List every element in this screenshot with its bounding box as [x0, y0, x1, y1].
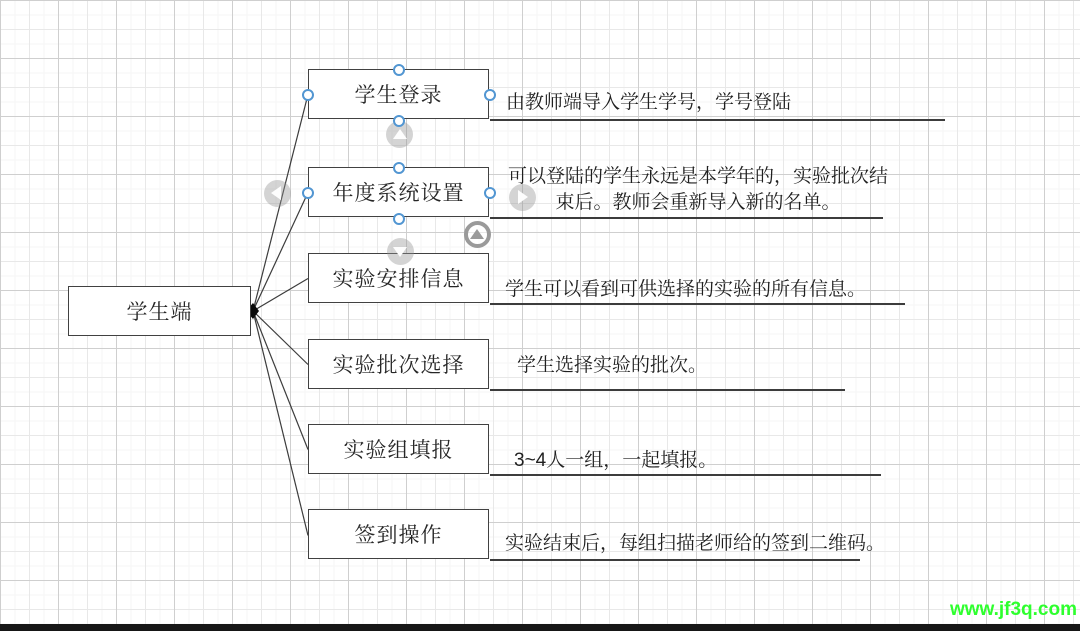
- arrow-down-icon: [393, 247, 407, 257]
- node-note[interactable]: 学生可以看到可供选择的实验的所有信息。: [505, 279, 867, 300]
- node-annual-settings[interactable]: [308, 167, 489, 217]
- branch-line: [490, 559, 860, 561]
- arrow-up-icon: [393, 129, 407, 139]
- root-node[interactable]: [68, 286, 251, 336]
- node-note[interactable]: 学生选择实验的批次。: [517, 355, 708, 376]
- selection-handle-bottom[interactable]: [393, 213, 405, 225]
- node-label: 实验批次选择: [332, 354, 465, 377]
- selection-handle-left[interactable]: [302, 187, 314, 199]
- node-note[interactable]: 由教师端导入学生学号，学号登陆: [506, 92, 792, 113]
- branch-line: [490, 389, 845, 391]
- node-label: 签到操作: [354, 524, 443, 547]
- arrow-right-icon: [518, 190, 528, 204]
- nav-left-button[interactable]: [264, 180, 291, 207]
- selection-handle-right[interactable]: [484, 89, 496, 101]
- branch-line: [490, 217, 883, 219]
- node-label: 实验组填报: [343, 439, 454, 462]
- node-batch-select[interactable]: [308, 339, 489, 389]
- expand-down-button[interactable]: [387, 238, 414, 265]
- nav-right-button[interactable]: [509, 184, 536, 211]
- selection-handle-bottom[interactable]: [393, 115, 405, 127]
- selection-handle-left[interactable]: [302, 89, 314, 101]
- node-label: 年度系统设置: [332, 182, 465, 205]
- node-note[interactable]: 3~4人一组，一起填报。: [514, 450, 718, 471]
- arrow-up-circle-icon: [470, 229, 484, 239]
- node-signin[interactable]: [308, 509, 489, 559]
- bottom-bar: [0, 624, 1080, 631]
- node-student-login[interactable]: [308, 69, 489, 119]
- branch-line: [490, 119, 945, 121]
- branch-line: [490, 303, 905, 305]
- collapse-up-button[interactable]: [464, 221, 491, 248]
- node-note[interactable]: 可以登陆的学生永远是本学年的，实验批次结束后。教师会重新导入新的名单。: [507, 166, 888, 213]
- selection-handle-top[interactable]: [393, 162, 405, 174]
- arrow-left-icon: [271, 186, 281, 200]
- selection-handle-top[interactable]: [393, 64, 405, 76]
- node-label: 学生登录: [354, 84, 443, 107]
- node-group-fill[interactable]: [308, 424, 489, 474]
- node-label: 实验安排信息: [332, 268, 465, 291]
- node-note[interactable]: 实验结束后，每组扫描老师给的签到二维码。: [505, 533, 886, 554]
- branch-line: [490, 474, 881, 476]
- root-node-label: 学生端: [126, 301, 193, 324]
- selection-handle-right[interactable]: [484, 187, 496, 199]
- watermark: www.jf3q.com: [949, 599, 1077, 620]
